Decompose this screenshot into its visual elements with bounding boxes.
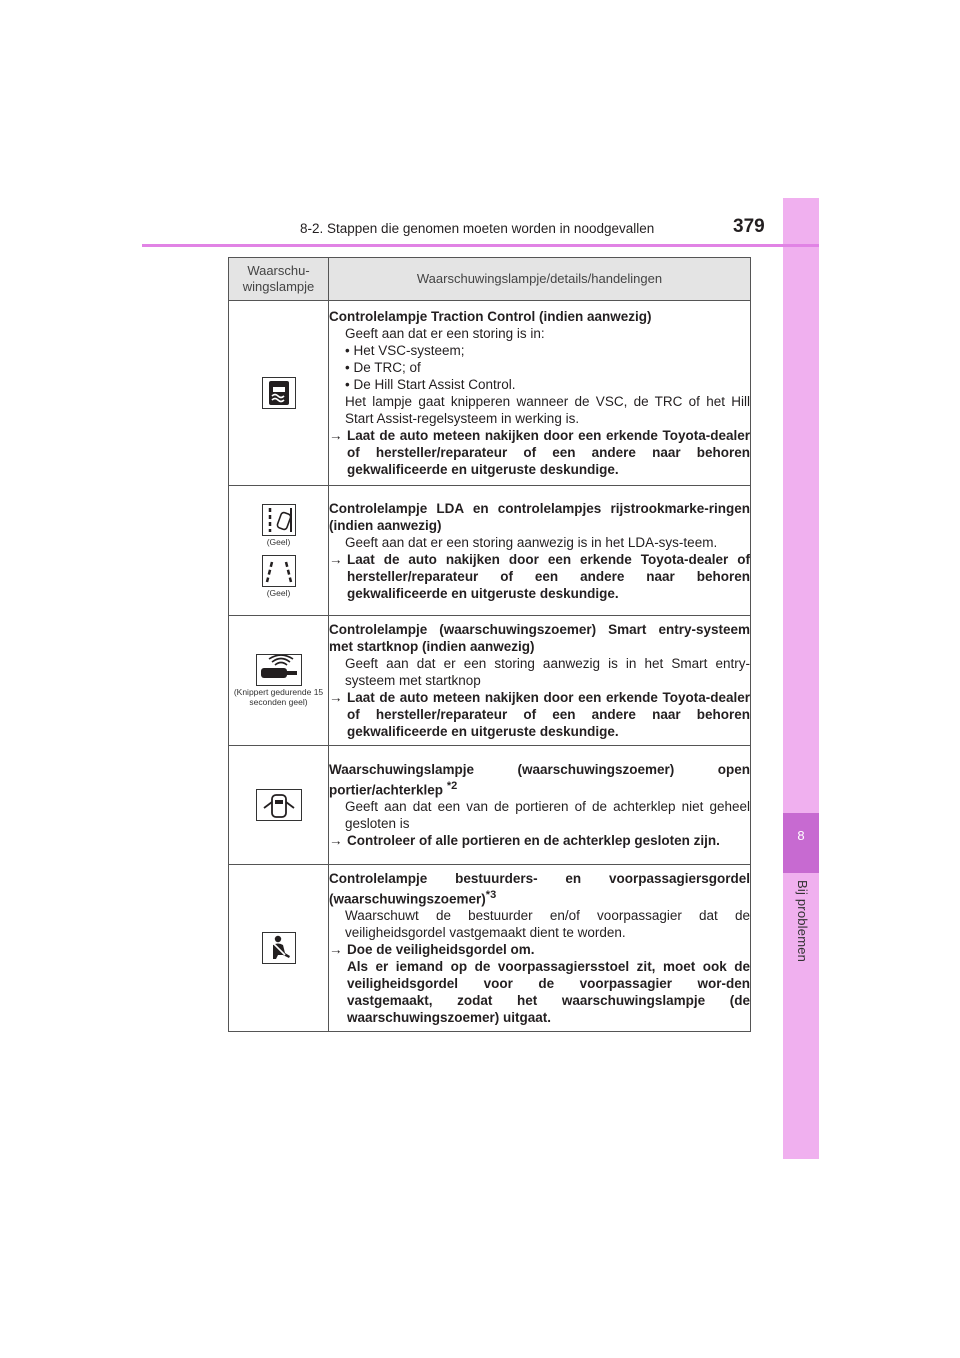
table-row bbox=[229, 746, 751, 865]
col-header-warning-light: Waarschu- wingslampje bbox=[229, 258, 329, 301]
row-text: Geeft aan dat een van de portieren of de achterklep niet geheel gesloten is bbox=[345, 799, 750, 832]
row-text: Geeft aan dat er een storing aanwezig is in het LDA-sys-teem. bbox=[345, 534, 718, 550]
chapter-label: Bij problemen bbox=[795, 880, 810, 963]
open-door-icon bbox=[256, 789, 302, 821]
action-text: → Laat de auto meteen nakijken door een erkende Toyota-dealer of hersteller/reparateur of een andere naar behoren gekwalificeerde en uitgeruste deskundige. bbox=[329, 428, 750, 477]
table-row bbox=[229, 865, 751, 1032]
arrow-icon: → bbox=[329, 690, 343, 705]
table-row bbox=[229, 301, 751, 486]
row-text: Geeft aan dat er een storing is in: bbox=[345, 326, 545, 341]
footnote-mark: *2 bbox=[446, 779, 458, 792]
row-title: Controlelampje Traction Control (indien aanwezig) bbox=[329, 309, 652, 324]
arrow-icon: → bbox=[329, 428, 343, 443]
page-number: 379 bbox=[733, 216, 765, 237]
section-title: 8-2. Stappen die genomen moeten worden in noodgevallen bbox=[300, 221, 655, 236]
bullet-item: • De Hill Start Assist Control. bbox=[345, 377, 516, 392]
row-text: Waarschuwt de bestuurder en/of voorpassagier dat de veiligheidsgordel vastgemaakt dient te worden. bbox=[345, 908, 750, 941]
bullet-item: • Het VSC-systeem; bbox=[345, 343, 465, 358]
arrow-icon: → bbox=[329, 942, 343, 958]
action-text: → Laat de auto nakijken door een erkende Toyota-dealer of hersteller/reparateur of een andere naar behoren gekwalificeerde en uitgeruste deskundige. bbox=[329, 551, 750, 601]
col-header-details: Waarschuwingslampje/details/handelingen bbox=[329, 258, 751, 301]
action-text: → Controleer of alle portieren en de achterklep gesloten zijn. bbox=[329, 833, 720, 849]
table-row bbox=[229, 486, 751, 616]
bullet-item: • De TRC; of bbox=[345, 360, 421, 375]
seatbelt-icon bbox=[262, 932, 296, 964]
arrow-icon: → bbox=[329, 833, 343, 849]
lane-markings-icon bbox=[262, 555, 296, 587]
row-title: Controlelampje bestuurders- en voorpassagiersgordel (waarschuwingszoemer)$^{*3}$ bbox=[329, 870, 750, 907]
icon-caption: (Geel) bbox=[266, 536, 291, 547]
table-row bbox=[229, 616, 751, 746]
lane-departure-car-icon bbox=[262, 504, 296, 536]
action-text: → Doe de veiligheidsgordel om. bbox=[329, 942, 535, 958]
row-text: Het lampje gaat knipperen wanneer de VSC, de TRC of het Hill Start Assist-regelsysteem in werking is. bbox=[345, 394, 750, 426]
row-title: Controlelampje (waarschuwingszoemer) Smart entry-systeem met startknop (indien aanwezig) bbox=[329, 622, 750, 654]
icon-caption: (Knippert gedurende 15 seconden geel) bbox=[233, 687, 324, 707]
action-detail: Als er iemand op de voorpassagiersstoel zit, moet ook de veiligheidsgordel voor de voorpassagier wor-den vastgemaakt, zodat het waarschuwingslampje (de waarschuwingszoemer) uitgaat. bbox=[347, 959, 750, 1026]
side-tab-strip bbox=[783, 198, 819, 1159]
arrow-icon: → bbox=[329, 551, 343, 567]
chapter-tab bbox=[783, 813, 819, 873]
row-text: Geeft aan dat er een storing aanwezig is in het Smart entry-systeem met startknop bbox=[345, 656, 750, 688]
action-text: → Laat de auto meteen nakijken door een erkende Toyota-dealer of hersteller/reparateur of een andere naar behoren gekwalificeerde en uitgeruste deskundige. bbox=[329, 690, 750, 739]
icon-caption: (Geel) bbox=[266, 587, 291, 598]
smart-key-icon bbox=[256, 654, 302, 686]
header-rule bbox=[142, 244, 819, 247]
warning-lights-table bbox=[228, 257, 751, 1032]
footnote-mark: *3 bbox=[485, 888, 497, 901]
row-title: Controlelampje LDA en controlelampjes rijstrookmarke-ringen (indien aanwezig) bbox=[329, 500, 750, 533]
row-title: Waarschuwingslampje (waarschuwingszoemer) open portier/achterklep $^{*2}$ bbox=[329, 761, 750, 798]
chapter-number: 8 bbox=[797, 828, 805, 843]
traction-control-icon bbox=[262, 377, 296, 409]
